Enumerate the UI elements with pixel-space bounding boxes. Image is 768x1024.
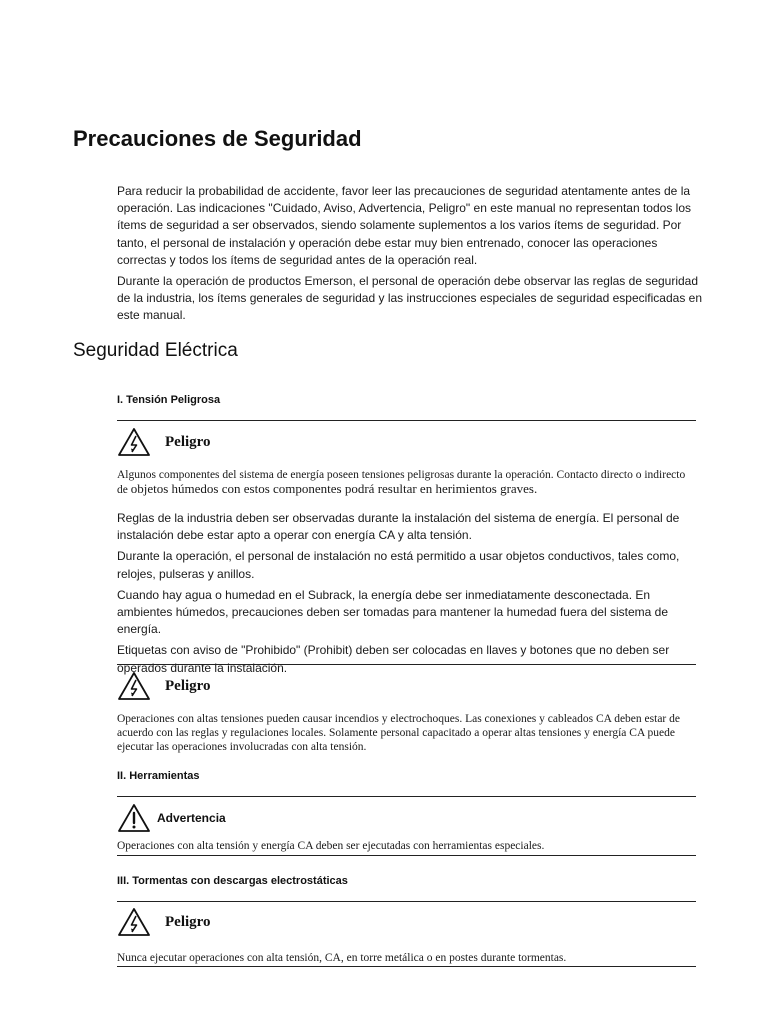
warning-header <box>117 803 226 833</box>
page-title: Precauciones de Seguridad <box>73 126 362 151</box>
danger-text-1-line-1: Algunos componentes del sistema de energía poseen tensiones peligrosas durante la operación. Contacto directo o indirecto <box>117 469 686 481</box>
danger-text-1-line-2-rest: objetos húmedos con estos componentes podrá resultar en herimientos graves. <box>130 481 538 496</box>
intro-paragraph-2: Durante la operación de productos Emerson, el personal de operación debe observar las reglas de seguridad de la industria, los ítems generales de seguridad y las instrucciones especiales de seguridad especificadas en este manual. <box>117 274 703 323</box>
rule-item-2: Durante la operación, el personal de instalación no está permitido a usar objetos conductivos, tales como, relojes, pulseras y anillos. <box>117 549 680 581</box>
warning-text: Operaciones con alta tensión y energía CA deben ser ejecutadas con herramientas especiales. <box>117 840 545 852</box>
electrical-rules-list <box>117 510 702 681</box>
rule-item-3: Cuando hay agua o humedad en el Subrack, la energía debe ser inmediatamente desconectada. En ambientes húmedos, precauciones deben ser tomadas para mantener la humedad fuera del sistema de energía. <box>117 587 668 637</box>
subsection-title-3: III. Tormentas con descargas electrostáticas <box>117 875 348 887</box>
danger-text-1 <box>117 468 702 497</box>
danger-text-1-line-2-prefix: de <box>117 484 131 496</box>
divider <box>117 855 696 856</box>
high-voltage-warning-icon <box>117 427 151 457</box>
divider <box>117 901 696 902</box>
divider <box>117 420 696 421</box>
danger-label: Peligro <box>165 677 211 694</box>
high-voltage-warning-icon <box>117 671 151 701</box>
danger-header-1 <box>117 427 211 457</box>
divider <box>117 664 696 665</box>
danger-header-2 <box>117 671 211 701</box>
intro-paragraph-1: Para reducir la probabilidad de accidente, favor leer las precauciones de seguridad atentamente antes de la operación. Las indicaciones "Cuidado, Aviso, Advertencia, Peligro" en este manual no representan todos los ítems de seguridad a ser observados, siendo solamente suplementos a los varios ítems de seguridad. Por tanto, el personal de instalación y operación debe estar muy bien entrenado, conocer las operaciones correctas y todos los ítems de seguridad antes de la operación real. <box>117 184 691 267</box>
rule-item-4: Etiquetas con aviso de "Prohibido" (Prohibit) deben ser colocadas en llaves y botones que no deben ser operados durante la instalación. <box>117 643 670 675</box>
danger-header-3 <box>117 907 211 937</box>
danger-label: Peligro <box>165 913 211 930</box>
exclamation-warning-icon <box>117 803 151 833</box>
warning-label: Advertencia <box>157 811 226 825</box>
subsection-title-2: II. Herramientas <box>117 770 200 782</box>
intro-section <box>117 183 702 329</box>
danger-text-3: Nunca ejecutar operaciones con alta tensión, CA, en torre metálica o en postes durante tormentas. <box>117 952 567 964</box>
section-title: Seguridad Eléctrica <box>73 340 238 361</box>
rule-item-1: Reglas de la industria deben ser observadas durante la instalación del sistema de energía. El personal de instalación debe estar apto a operar con energía CA y alta tensión. <box>117 511 680 543</box>
divider <box>117 796 696 797</box>
danger-label: Peligro <box>165 433 211 450</box>
subsection-title-1: I. Tensión Peligrosa <box>117 394 221 406</box>
danger-text-2: Operaciones con altas tensiones pueden causar incendios y electrochoques. Las conexiones y cableados CA deben estar de acuerdo con las reglas y regulaciones locales. Solamente personal capacitado a operar altas tensiones y energía CA puede ejecutar las operaciones involucradas con alta tensión. <box>117 713 680 753</box>
high-voltage-warning-icon <box>117 907 151 937</box>
divider <box>117 966 696 967</box>
